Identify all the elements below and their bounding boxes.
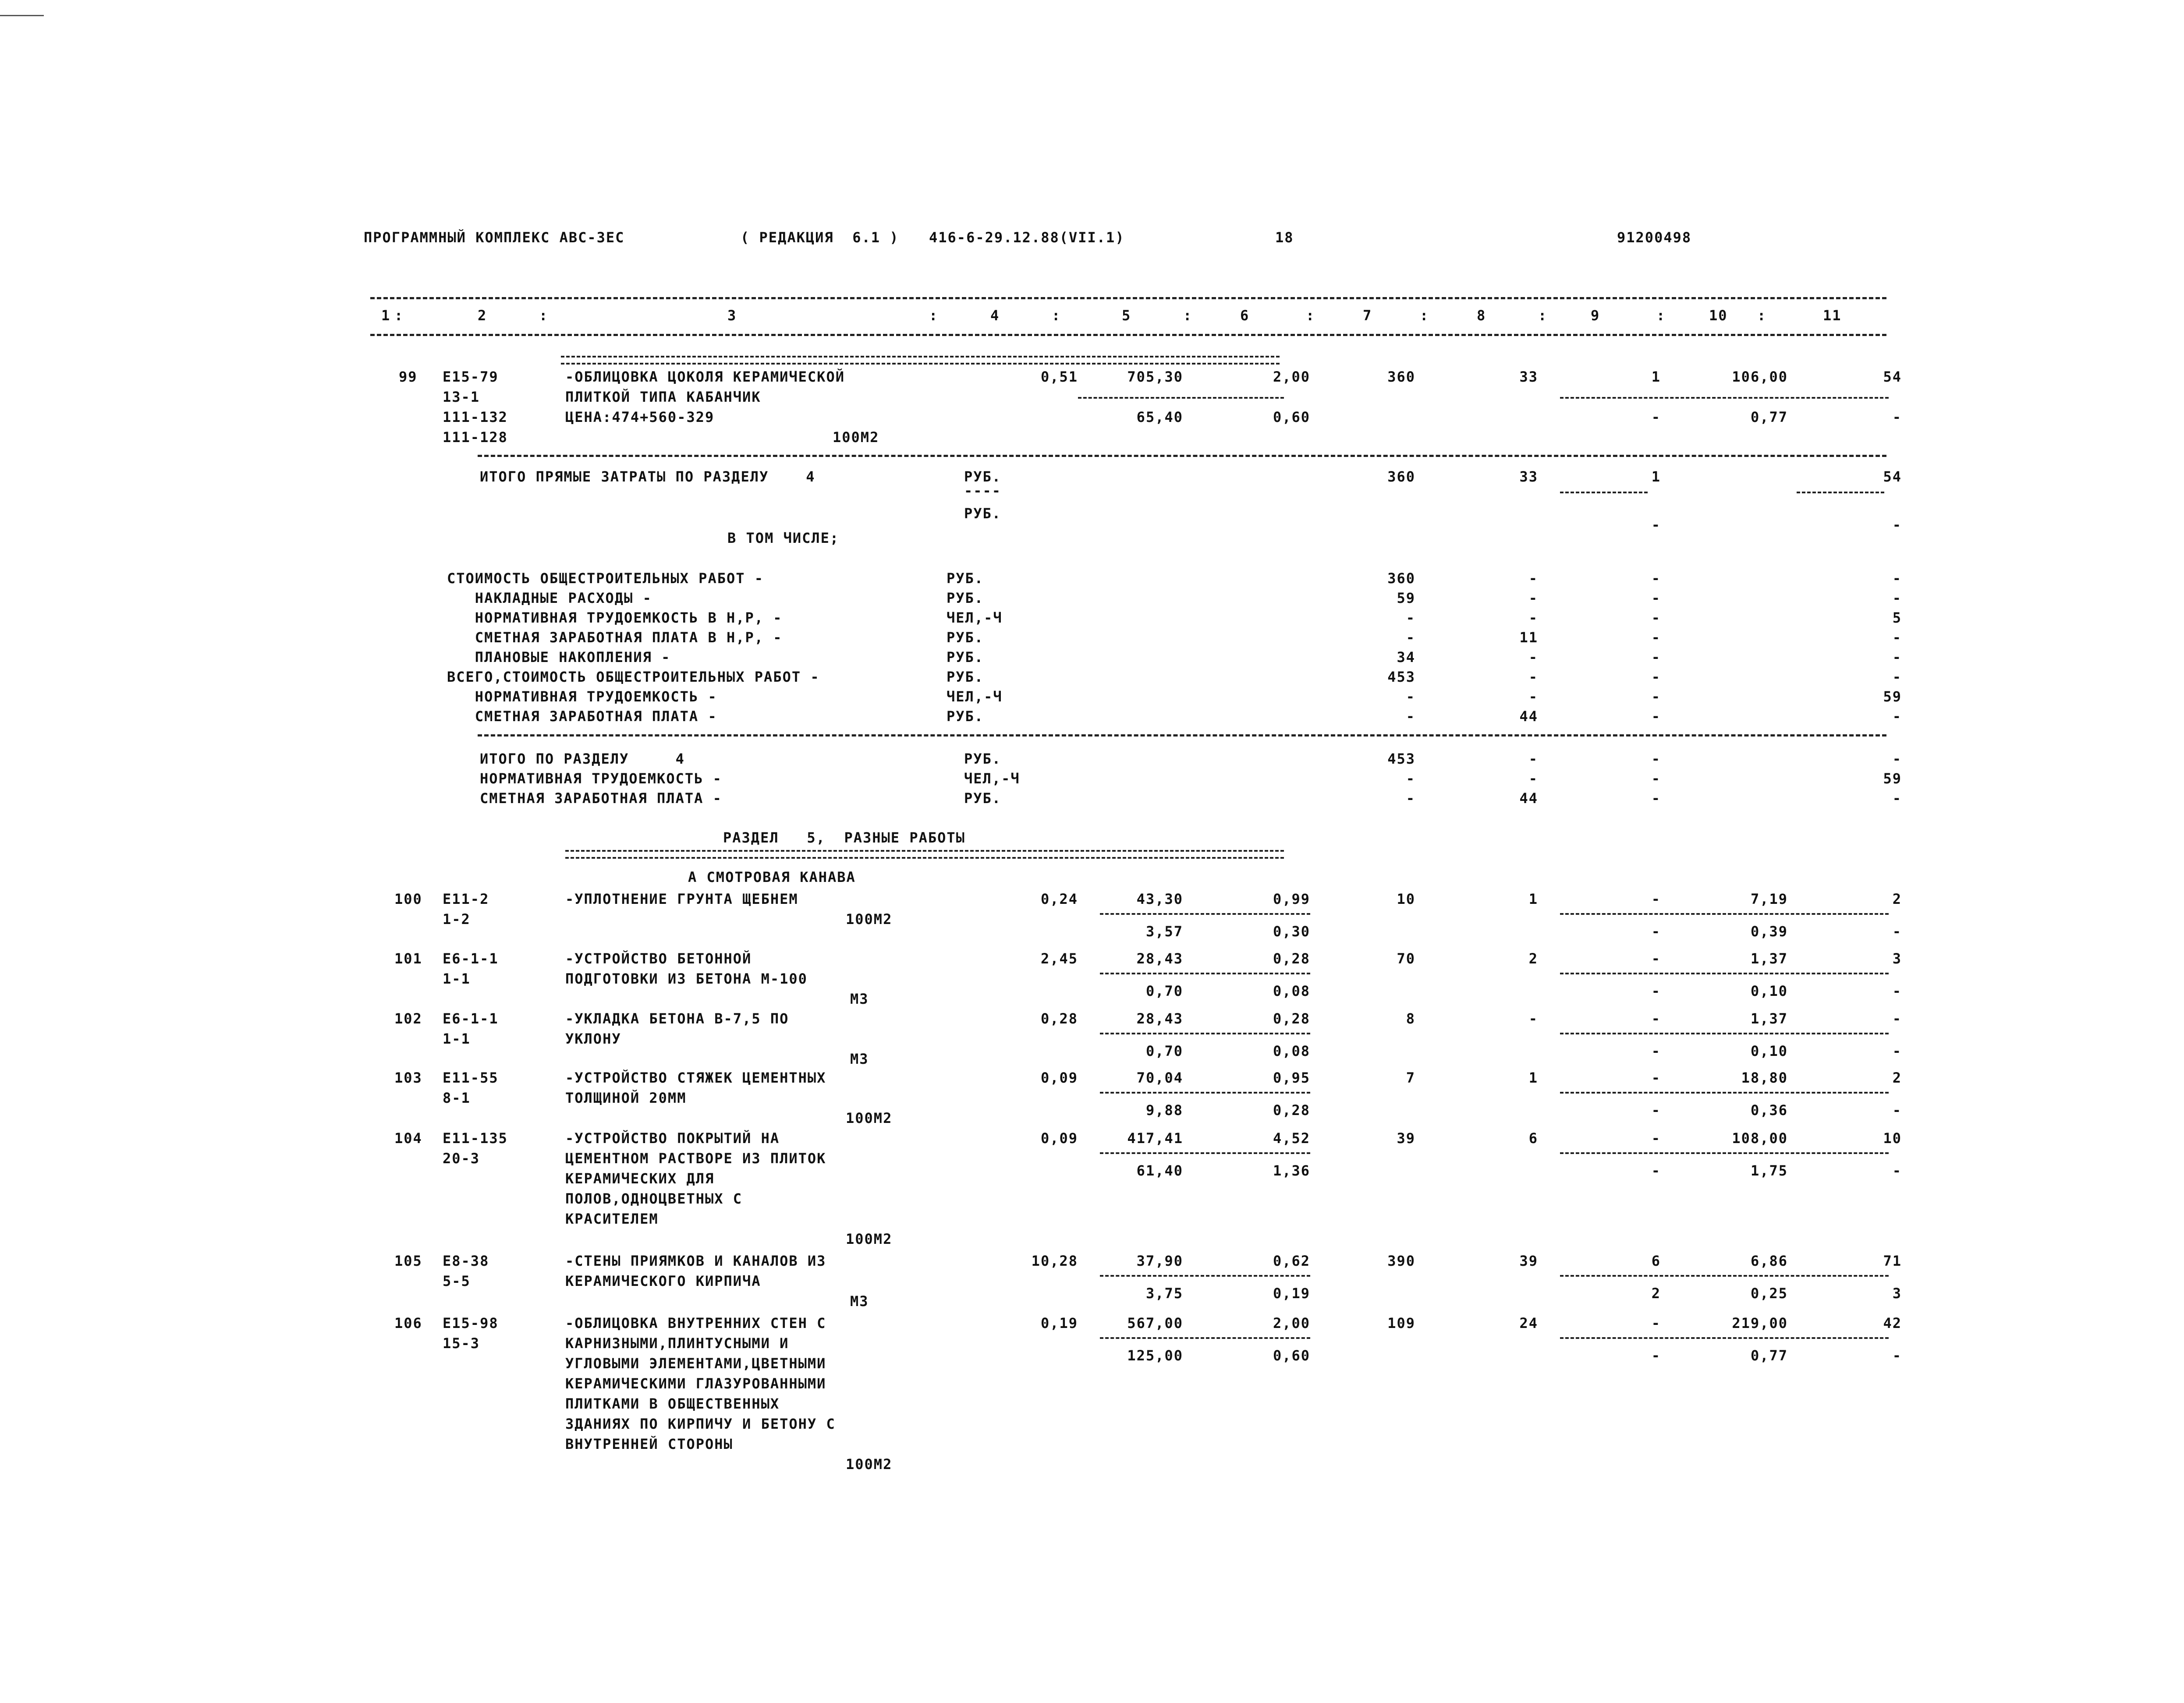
item-description: ПЛИТКАМИ В ОБЩЕСТВЕННЫХ bbox=[565, 1395, 780, 1412]
unit-cost: 70,04 bbox=[1136, 1069, 1183, 1086]
breakdown-wage: - bbox=[1528, 590, 1538, 606]
section-total-labour: - bbox=[1892, 751, 1902, 767]
machine-unit-wage: 0,30 bbox=[1273, 923, 1310, 940]
item-description: ПЛИТКОЙ ТИПА КАБАНЧИК bbox=[565, 389, 761, 405]
breakdown-wage: - bbox=[1528, 669, 1538, 685]
machine-cost: - bbox=[1651, 1069, 1661, 1086]
item-number: 104 bbox=[394, 1130, 422, 1147]
sub-rule bbox=[1100, 973, 1310, 974]
breakdown-machine: - bbox=[1651, 669, 1661, 685]
section-total-labour: 59 bbox=[1883, 770, 1902, 787]
page-number: 18 bbox=[1275, 229, 1294, 246]
breakdown-machine: - bbox=[1651, 688, 1661, 705]
breakdown-unit: РУБ. bbox=[947, 570, 984, 587]
labour-total-machine: - bbox=[1892, 409, 1902, 425]
breakdown-cost: 59 bbox=[1397, 590, 1415, 606]
sub-rule bbox=[1100, 1152, 1310, 1154]
total-direct-cost: 360 bbox=[1387, 468, 1415, 485]
machine-wage: - bbox=[1651, 983, 1661, 999]
total-direct-labour-machine: - bbox=[1892, 517, 1902, 533]
project-code: 416-6-29.12.88(VII.1) bbox=[929, 229, 1125, 246]
total-wage: 1 bbox=[1528, 891, 1538, 907]
labour-total: 54 bbox=[1883, 368, 1902, 385]
labour-norm: 106,00 bbox=[1732, 368, 1788, 385]
section-total-wage: 44 bbox=[1519, 790, 1538, 807]
item-unit: М3 bbox=[850, 991, 869, 1007]
machine-cost: 1 bbox=[1651, 368, 1661, 385]
item-code: Е15-98 bbox=[443, 1315, 499, 1331]
item-number: 99 bbox=[399, 368, 418, 385]
section-total-rule bbox=[478, 734, 1886, 736]
machine-unit-cost: 0,70 bbox=[1145, 1043, 1183, 1059]
unit-wage: 0,95 bbox=[1273, 1069, 1310, 1086]
breakdown-wage: - bbox=[1528, 609, 1538, 626]
section-total-cost: - bbox=[1406, 770, 1415, 787]
breakdown-machine: - bbox=[1651, 609, 1661, 626]
unit-cost: 417,41 bbox=[1127, 1130, 1183, 1147]
labour-norm: 18,80 bbox=[1741, 1069, 1788, 1086]
unit-wage: 4,52 bbox=[1273, 1130, 1310, 1147]
breakdown-unit: РУБ. bbox=[947, 708, 984, 725]
machine-unit-wage: 0,28 bbox=[1273, 1102, 1310, 1119]
item-description: -УСТРОЙСТВО БЕТОННОЙ bbox=[565, 950, 752, 967]
total-wage: 24 bbox=[1519, 1315, 1538, 1331]
item-code: 111-128 bbox=[443, 429, 508, 446]
item-description: -УСТРОЙСТВО ПОКРЫТИЙ НА bbox=[565, 1130, 780, 1147]
total-wage: 1 bbox=[1528, 1069, 1538, 1086]
column-header-cell: 10 bbox=[1709, 307, 1728, 324]
item-code: 1-2 bbox=[443, 911, 471, 928]
item-description: ЦЕМЕНТНОМ РАСТВОРЕ ИЗ ПЛИТОК bbox=[565, 1150, 826, 1167]
unit-cost: 28,43 bbox=[1136, 950, 1183, 967]
item-description: КРАСИТЕЛЕМ bbox=[565, 1211, 659, 1227]
item-number: 101 bbox=[394, 950, 422, 967]
total-cost: 7 bbox=[1406, 1069, 1415, 1086]
unit-cost: 37,90 bbox=[1136, 1253, 1183, 1269]
machine-unit-wage: 1,36 bbox=[1273, 1162, 1310, 1179]
column-header-cell: : bbox=[1306, 307, 1315, 324]
breakdown-unit: ЧЕЛ,-Ч bbox=[947, 609, 1003, 626]
labour-norm-machine: 0,10 bbox=[1750, 1043, 1788, 1059]
breakdown-labour: 5 bbox=[1892, 609, 1902, 626]
sub-rule bbox=[1797, 492, 1884, 493]
item-unit: М3 bbox=[850, 1293, 869, 1310]
section-total-machine: - bbox=[1651, 770, 1661, 787]
breakdown-cost: - bbox=[1406, 688, 1415, 705]
item-quantity: 0,28 bbox=[1040, 1010, 1078, 1027]
machine-unit-cost: 61,40 bbox=[1136, 1162, 1183, 1179]
labour-total-machine: - bbox=[1892, 1347, 1902, 1364]
machine-unit-cost: 9,88 bbox=[1145, 1102, 1183, 1119]
section-total-labour: - bbox=[1892, 790, 1902, 807]
total-wage: 6 bbox=[1528, 1130, 1538, 1147]
sub-rule bbox=[1560, 1033, 1889, 1034]
sub-rule bbox=[1100, 1337, 1310, 1339]
item-description: -УСТРОЙСТВО СТЯЖЕК ЦЕМЕНТНЫХ bbox=[565, 1069, 826, 1086]
sub-rule bbox=[1560, 973, 1889, 974]
item-number: 100 bbox=[394, 891, 422, 907]
section-total-wage: - bbox=[1528, 751, 1538, 767]
breakdown-machine: - bbox=[1651, 649, 1661, 666]
item-code: Е11-135 bbox=[443, 1130, 508, 1147]
item-code: 1-1 bbox=[443, 970, 471, 987]
machine-cost: - bbox=[1651, 1010, 1661, 1027]
item-description: ЦЕНА:474+560-329 bbox=[565, 409, 715, 425]
total-rule bbox=[478, 455, 1886, 457]
breakdown-unit: РУБ. bbox=[947, 629, 984, 646]
machine-unit-cost: 125,00 bbox=[1127, 1347, 1183, 1364]
item-number: 102 bbox=[394, 1010, 422, 1027]
breakdown-label: ВСЕГО,СТОИМОСТЬ ОБЩЕСТРОИТЕЛЬНЫХ РАБОТ - bbox=[447, 669, 820, 685]
machine-unit-wage: 0,19 bbox=[1273, 1285, 1310, 1302]
machine-unit-wage: 0,08 bbox=[1273, 983, 1310, 999]
sub-rule bbox=[1560, 1337, 1889, 1339]
total-wage: 33 bbox=[1519, 368, 1538, 385]
item-code: 13-1 bbox=[443, 389, 480, 405]
column-header-cell: : bbox=[1183, 307, 1193, 324]
total-direct-machine-wage: - bbox=[1651, 517, 1661, 533]
subsection-title: А СМОТРОВАЯ КАНАВА bbox=[688, 869, 856, 885]
section-title: РАЗДЕЛ 5, РАЗНЫЕ РАБОТЫ bbox=[723, 829, 965, 846]
column-header-cell: 5 bbox=[1122, 307, 1131, 324]
sub-rule bbox=[1100, 1275, 1310, 1277]
column-header-cell: : bbox=[1538, 307, 1548, 324]
column-header-cell: : bbox=[1420, 307, 1429, 324]
labour-norm-machine: 1,75 bbox=[1750, 1162, 1788, 1179]
breakdown-labour: - bbox=[1892, 669, 1902, 685]
total-cost: 70 bbox=[1397, 950, 1415, 967]
column-header-cell: 9 bbox=[1591, 307, 1600, 324]
item-number: 103 bbox=[394, 1069, 422, 1086]
item-number: 106 bbox=[394, 1315, 422, 1331]
column-header-cell: 2 bbox=[478, 307, 487, 324]
breakdown-labour: - bbox=[1892, 570, 1902, 587]
total-cost: 390 bbox=[1387, 1253, 1415, 1269]
machine-unit-wage: 0,60 bbox=[1273, 409, 1310, 425]
machine-cost: - bbox=[1651, 950, 1661, 967]
machine-unit-cost: 3,57 bbox=[1145, 923, 1183, 940]
labour-total: 71 bbox=[1883, 1253, 1902, 1269]
item-unit: 100М2 bbox=[846, 1231, 893, 1247]
machine-unit-wage: 0,08 bbox=[1273, 1043, 1310, 1059]
machine-wage: - bbox=[1651, 1347, 1661, 1364]
labour-total: 42 bbox=[1883, 1315, 1902, 1331]
breakdown-labour: - bbox=[1892, 649, 1902, 666]
sub-rule bbox=[1560, 1275, 1889, 1277]
machine-wage: - bbox=[1651, 1162, 1661, 1179]
item-description: ВНУТРЕННЕЙ СТОРОНЫ bbox=[565, 1436, 733, 1452]
sub-rule bbox=[1100, 1033, 1310, 1034]
item-code: 20-3 bbox=[443, 1150, 480, 1167]
labour-norm: 219,00 bbox=[1732, 1315, 1788, 1331]
corner-rule bbox=[0, 15, 44, 16]
labour-total-machine: 3 bbox=[1892, 1285, 1902, 1302]
breakdown-machine: - bbox=[1651, 590, 1661, 606]
sub-rule bbox=[1078, 397, 1284, 399]
section-total-unit: РУБ. bbox=[964, 751, 1002, 767]
item-description: КАРНИЗНЫМИ,ПЛИНТУСНЫМИ И bbox=[565, 1335, 789, 1352]
unit-cost: 28,43 bbox=[1136, 1010, 1183, 1027]
machine-wage: 2 bbox=[1651, 1285, 1661, 1302]
item-unit: М3 bbox=[850, 1051, 869, 1067]
item-description: ПОДГОТОВКИ ИЗ БЕТОНА М-100 bbox=[565, 970, 808, 987]
machine-wage: - bbox=[1651, 923, 1661, 940]
unit-cost: 705,30 bbox=[1127, 368, 1183, 385]
labour-total-machine: - bbox=[1892, 1162, 1902, 1179]
section-total-label: НОРМАТИВНАЯ ТРУДОЕМКОСТЬ - bbox=[480, 770, 722, 787]
item-description: ПОЛОВ,ОДНОЦВЕТНЫХ С bbox=[565, 1190, 743, 1207]
section-total-cost: 453 bbox=[1387, 751, 1415, 767]
total-cost: 10 bbox=[1397, 891, 1415, 907]
edition: ( РЕДАКЦИЯ 6.1 ) bbox=[741, 229, 899, 246]
section-double-rule bbox=[565, 850, 1284, 859]
column-header-cell: 11 bbox=[1823, 307, 1842, 324]
including-label: В ТОМ ЧИСЛЕ; bbox=[727, 530, 840, 546]
item-quantity: 0,09 bbox=[1040, 1130, 1078, 1147]
machine-cost: - bbox=[1651, 891, 1661, 907]
breakdown-label: СТОИМОСТЬ ОБЩЕСТРОИТЕЛЬНЫХ РАБОТ - bbox=[447, 570, 764, 587]
item-code: Е11-2 bbox=[443, 891, 489, 907]
section-total-label: СМЕТНАЯ ЗАРАБОТНАЯ ПЛАТА - bbox=[480, 790, 722, 807]
unit-wage: 0,62 bbox=[1273, 1253, 1310, 1269]
breakdown-cost: - bbox=[1406, 708, 1415, 725]
column-header-cell: : bbox=[1656, 307, 1666, 324]
column-header-cell: : bbox=[929, 307, 939, 324]
section-total-machine: - bbox=[1651, 790, 1661, 807]
column-header-cell: 6 bbox=[1240, 307, 1250, 324]
item-description: -ОБЛИЦОВКА ЦОКОЛЯ КЕРАМИЧЕСКОЙ bbox=[565, 368, 845, 385]
labour-total: 2 bbox=[1892, 1069, 1902, 1086]
item-quantity: 0,51 bbox=[1040, 368, 1078, 385]
total-direct-labour: 54 bbox=[1883, 468, 1902, 485]
column-header-cell: : bbox=[539, 307, 549, 324]
breakdown-label: ПЛАНОВЫЕ НАКОПЛЕНИЯ - bbox=[447, 649, 671, 666]
total-direct-machine: 1 bbox=[1651, 468, 1661, 485]
breakdown-unit: РУБ. bbox=[947, 590, 984, 606]
machine-wage: - bbox=[1651, 1043, 1661, 1059]
labour-total: - bbox=[1892, 1010, 1902, 1027]
machine-cost: - bbox=[1651, 1130, 1661, 1147]
section-total-unit: РУБ. bbox=[964, 790, 1002, 807]
sub-rule bbox=[1100, 913, 1310, 915]
machine-wage: - bbox=[1651, 1102, 1661, 1119]
labour-norm-machine: 0,77 bbox=[1750, 1347, 1788, 1364]
breakdown-machine: - bbox=[1651, 629, 1661, 646]
section-total-machine: - bbox=[1651, 751, 1661, 767]
total-wage: - bbox=[1528, 1010, 1538, 1027]
breakdown-label: НОРМАТИВНАЯ ТРУДОЕМКОСТЬ - bbox=[447, 688, 717, 705]
item-quantity: 0,09 bbox=[1040, 1069, 1078, 1086]
total-direct-unit-2: РУБ. bbox=[964, 505, 1002, 522]
item-unit: 100М2 bbox=[846, 911, 893, 928]
item-code: Е6-1-1 bbox=[443, 950, 499, 967]
column-header-cell: 3 bbox=[727, 307, 737, 324]
item-quantity: 0,24 bbox=[1040, 891, 1078, 907]
machine-unit-cost: 3,75 bbox=[1145, 1285, 1183, 1302]
total-cost: 8 bbox=[1406, 1010, 1415, 1027]
document-number: 91200498 bbox=[1617, 229, 1692, 246]
column-header-cell: 8 bbox=[1477, 307, 1486, 324]
item-unit: 100М2 bbox=[846, 1110, 893, 1126]
breakdown-label: СМЕТНАЯ ЗАРАБОТНАЯ ПЛАТА - bbox=[447, 708, 717, 725]
item-code: Е15-79 bbox=[443, 368, 499, 385]
column-header-cell: : bbox=[1052, 307, 1061, 324]
unit-wage: 0,99 bbox=[1273, 891, 1310, 907]
breakdown-cost: - bbox=[1406, 609, 1415, 626]
labour-norm-machine: 0,39 bbox=[1750, 923, 1788, 940]
labour-total: 3 bbox=[1892, 950, 1902, 967]
unit-wage: 0,28 bbox=[1273, 950, 1310, 967]
labour-total: 10 bbox=[1883, 1130, 1902, 1147]
section-total-unit: ЧЕЛ,-Ч bbox=[964, 770, 1020, 787]
sub-rule bbox=[1560, 1092, 1889, 1094]
labour-total: 2 bbox=[1892, 891, 1902, 907]
total-direct-label: ИТОГО ПРЯМЫЕ ЗАТРАТЫ ПО РАЗДЕЛУ 4 bbox=[480, 468, 815, 485]
machine-unit-cost: 0,70 bbox=[1145, 983, 1183, 999]
labour-norm: 108,00 bbox=[1732, 1130, 1788, 1147]
total-direct-wage: 33 bbox=[1519, 468, 1538, 485]
item-quantity: 0,19 bbox=[1040, 1315, 1078, 1331]
breakdown-cost: 453 bbox=[1387, 669, 1415, 685]
item-number: 105 bbox=[394, 1253, 422, 1269]
section-double-rule bbox=[561, 356, 1280, 365]
total-cost: 360 bbox=[1387, 368, 1415, 385]
item-code: 5-5 bbox=[443, 1273, 471, 1289]
item-code: 15-3 bbox=[443, 1335, 480, 1352]
breakdown-unit: РУБ. bbox=[947, 669, 984, 685]
item-code: Е8-38 bbox=[443, 1253, 489, 1269]
item-description: УГЛОВЫМИ ЭЛЕМЕНТАМИ,ЦВЕТНЫМИ bbox=[565, 1355, 826, 1372]
section-total-wage: - bbox=[1528, 770, 1538, 787]
item-description: -УПЛОТНЕНИЕ ГРУНТА ЩЕБНЕМ bbox=[565, 891, 798, 907]
item-code: 8-1 bbox=[443, 1090, 471, 1106]
breakdown-cost: 360 bbox=[1387, 570, 1415, 587]
sub-rule bbox=[1560, 397, 1889, 399]
unit-wage: 0,28 bbox=[1273, 1010, 1310, 1027]
sub-rule bbox=[1560, 1152, 1889, 1154]
program-name: ПРОГРАММНЫЙ КОМПЛЕКС АВС-ЗЕС bbox=[364, 229, 625, 246]
item-code: 1-1 bbox=[443, 1030, 471, 1047]
labour-norm: 6,86 bbox=[1750, 1253, 1788, 1269]
item-unit: 100М2 bbox=[833, 429, 879, 446]
labour-total-machine: - bbox=[1892, 923, 1902, 940]
column-header-cell: 7 bbox=[1363, 307, 1372, 324]
item-description: ТОЛЩИНОЙ 20ММ bbox=[565, 1090, 687, 1106]
item-quantity: 10,28 bbox=[1031, 1253, 1078, 1269]
item-quantity: 2,45 bbox=[1040, 950, 1078, 967]
sub-rule bbox=[1560, 913, 1889, 915]
item-description: КЕРАМИЧЕСКИМИ ГЛАЗУРОВАННЫМИ bbox=[565, 1375, 826, 1392]
section-total-label: ИТОГО ПО РАЗДЕЛУ 4 bbox=[480, 751, 685, 767]
item-description: УКЛОНУ bbox=[565, 1030, 621, 1047]
item-code: Е11-55 bbox=[443, 1069, 499, 1086]
section-total-cost: - bbox=[1406, 790, 1415, 807]
total-direct-unit: РУБ. bbox=[964, 468, 1002, 485]
machine-cost: - bbox=[1651, 1315, 1661, 1331]
labour-norm-machine: 0,25 bbox=[1750, 1285, 1788, 1302]
item-description: КЕРАМИЧЕСКИХ ДЛЯ bbox=[565, 1170, 715, 1187]
breakdown-label: СМЕТНАЯ ЗАРАБОТНАЯ ПЛАТА В Н,Р, - bbox=[447, 629, 783, 646]
breakdown-wage: - bbox=[1528, 688, 1538, 705]
breakdown-labour: - bbox=[1892, 590, 1902, 606]
breakdown-machine: - bbox=[1651, 708, 1661, 725]
item-unit: 100М2 bbox=[846, 1456, 893, 1473]
breakdown-wage: - bbox=[1528, 649, 1538, 666]
total-wage: 2 bbox=[1528, 950, 1538, 967]
labour-norm: 1,37 bbox=[1750, 1010, 1788, 1027]
total-wage: 39 bbox=[1519, 1253, 1538, 1269]
breakdown-wage: - bbox=[1528, 570, 1538, 587]
unit-cost: 567,00 bbox=[1127, 1315, 1183, 1331]
breakdown-labour: - bbox=[1892, 708, 1902, 725]
breakdown-wage: 44 bbox=[1519, 708, 1538, 725]
item-description: -СТЕНЫ ПРИЯМКОВ И КАНАЛОВ ИЗ bbox=[565, 1253, 826, 1269]
total-direct-unit-rule: ---- bbox=[964, 482, 1002, 499]
labour-norm-machine: 0,10 bbox=[1750, 983, 1788, 999]
labour-norm-machine: 0,36 bbox=[1750, 1102, 1788, 1119]
machine-unit-wage: 0,60 bbox=[1273, 1347, 1310, 1364]
item-description: КЕРАМИЧЕСКОГО КИРПИЧА bbox=[565, 1273, 761, 1289]
sub-rule bbox=[1100, 1092, 1310, 1094]
breakdown-cost: - bbox=[1406, 629, 1415, 646]
breakdown-cost: 34 bbox=[1397, 649, 1415, 666]
unit-wage: 2,00 bbox=[1273, 1315, 1310, 1331]
breakdown-label: НОРМАТИВНАЯ ТРУДОЕМКОСТЬ В Н,Р, - bbox=[447, 609, 783, 626]
total-cost: 39 bbox=[1397, 1130, 1415, 1147]
labour-norm: 7,19 bbox=[1750, 891, 1788, 907]
machine-unit-cost: 65,40 bbox=[1136, 409, 1183, 425]
unit-wage: 2,00 bbox=[1273, 368, 1310, 385]
item-code: 111-132 bbox=[443, 409, 508, 425]
item-description: -ОБЛИЦОВКА ВНУТРЕННИХ СТЕН С bbox=[565, 1315, 826, 1331]
labour-norm-machine: 0,77 bbox=[1750, 409, 1788, 425]
item-code: Е6-1-1 bbox=[443, 1010, 499, 1027]
item-description: -УКЛАДКА БЕТОНА В-7,5 ПО bbox=[565, 1010, 789, 1027]
breakdown-labour: 59 bbox=[1883, 688, 1902, 705]
column-header-cell: 1 bbox=[381, 307, 391, 324]
labour-total-machine: - bbox=[1892, 1102, 1902, 1119]
column-header-cell: 4 bbox=[990, 307, 1000, 324]
column-header-cell: : bbox=[1757, 307, 1767, 324]
labour-total-machine: - bbox=[1892, 983, 1902, 999]
breakdown-labour: - bbox=[1892, 629, 1902, 646]
breakdown-label: НАКЛАДНЫЕ РАСХОДЫ - bbox=[447, 590, 652, 606]
sub-rule bbox=[1560, 492, 1648, 493]
header-rule-top bbox=[370, 297, 1886, 299]
total-cost: 109 bbox=[1387, 1315, 1415, 1331]
machine-cost: 6 bbox=[1651, 1253, 1661, 1269]
header-rule-bottom bbox=[370, 334, 1886, 336]
item-description: ЗДАНИЯХ ПО КИРПИЧУ И БЕТОНУ С bbox=[565, 1416, 836, 1432]
labour-total-machine: - bbox=[1892, 1043, 1902, 1059]
breakdown-unit: РУБ. bbox=[947, 649, 984, 666]
unit-cost: 43,30 bbox=[1136, 891, 1183, 907]
breakdown-machine: - bbox=[1651, 570, 1661, 587]
breakdown-unit: ЧЕЛ,-Ч bbox=[947, 688, 1003, 705]
labour-norm: 1,37 bbox=[1750, 950, 1788, 967]
machine-wage: - bbox=[1651, 409, 1661, 425]
breakdown-wage: 11 bbox=[1519, 629, 1538, 646]
column-header-cell: : bbox=[394, 307, 404, 324]
